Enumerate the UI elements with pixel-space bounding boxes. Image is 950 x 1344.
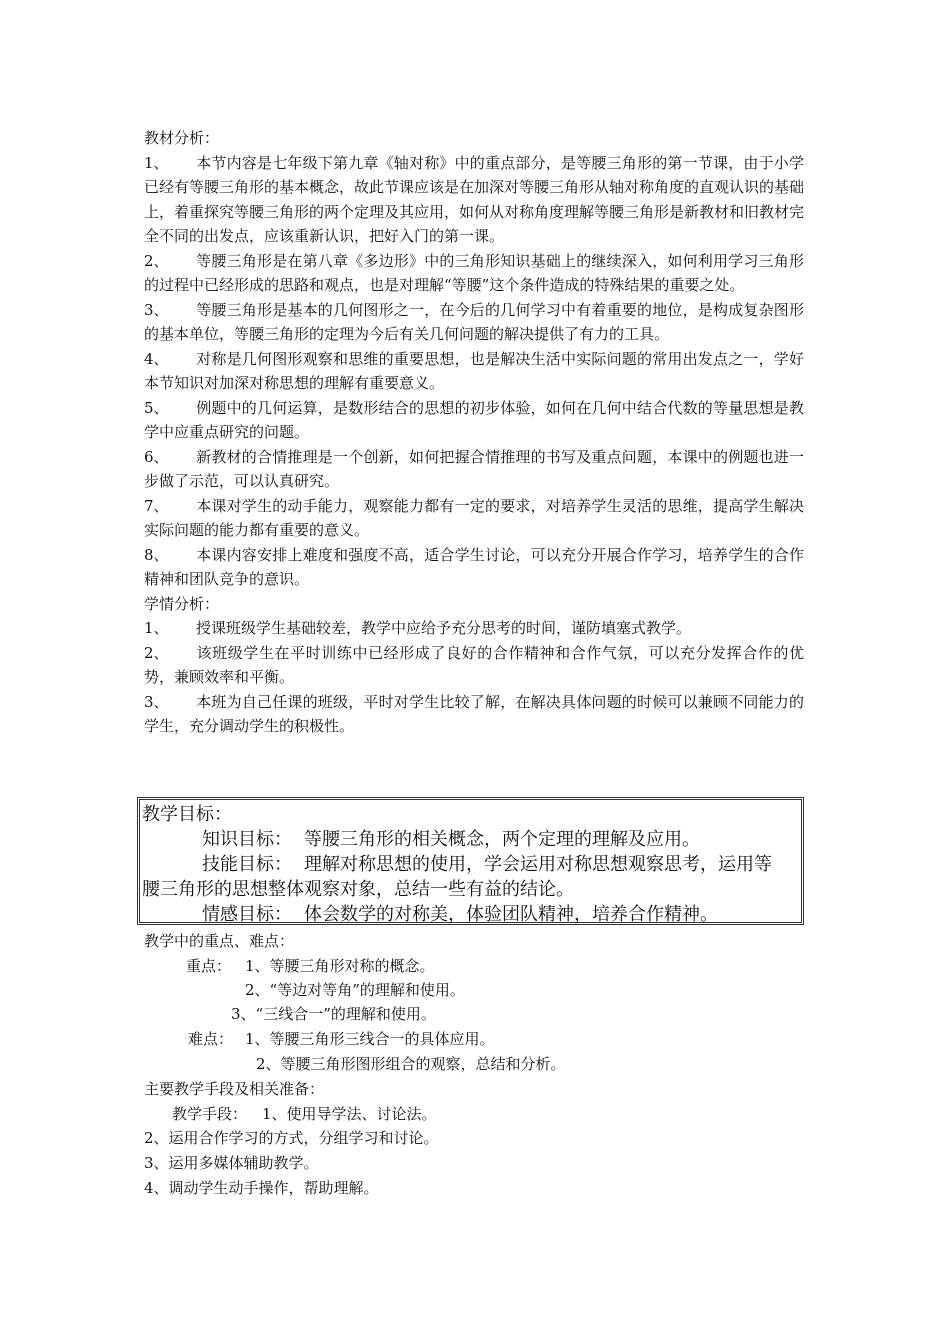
analysis-item-2: 2、 等腰三角形是在第八章《多边形》中的三角形知识基础上的继续深入，如何利用学习三角形的过程中已经形成的思路和观点，也是对理解“等腰”这个条件造成的特殊结果的重要之处。 [144,251,804,294]
student-analysis-heading: 学情分析： [144,594,220,613]
student-item-3: 3、 本班为自己任课的班级，平时对学生比较了解，在解决具体问题的时候可以兼顾不同能力的学生，充分调动学生的积极性。 [144,692,804,735]
skill-goal-continued: 腰三角形的思想整体观察对象，总结一些有益的结论。 [142,879,574,900]
key-label: 重点： [186,957,232,975]
key-point-3: 3、“三线合一”的理解和使用。 [231,1005,436,1023]
keypoints-heading: 教学中的重点、难点： [144,932,295,950]
difficulty-2: 2、等腰三角形图形组合的观察，总结和分析。 [256,1055,566,1073]
means-label: 教学手段： [172,1105,248,1123]
analysis-item-4: 4、 对称是几何图形观察和思维的重要思想，也是解决生活中实际问题的常用出发点之一，学好本节知识对加深对称思想的理解有重要意义。 [144,349,804,392]
means-item-2: 2、运用合作学习的方式，分组学习和讨论。 [144,1129,439,1147]
analysis-item-7: 7、 本课对学生的动手能力，观察能力都有一定的要求，对培养学生灵活的思维，提高学生解决实际问题的能力都有重要的意义。 [144,496,804,539]
emotion-goal: 情感目标： 体会数学的对称美，体验团队精神，培养合作精神。 [202,904,718,925]
key-point-2: 2、“等边对等角”的理解和使用。 [245,981,465,999]
teaching-goals-box [137,797,804,925]
textbook-analysis-heading: 教材分析： [144,129,220,147]
analysis-item-3: 3、 等腰三角形是基本的几何图形之一，在今后的几何学习中有着重要的地位，是构成复杂图形的基本单位，等腰三角形的定理为今后有关几何问题的解决提供了有力的工具。 [144,300,804,343]
analysis-item-5: 5、 例题中的几何运算，是数形结合的思想的初步体验，如何在几何中结合代数的等量思想是教学中应重点研究的问题。 [144,398,804,441]
means-item-3: 3、运用多媒体辅助教学。 [144,1154,319,1172]
means-item-1: 1、使用导学法、讨论法。 [262,1105,437,1123]
analysis-item-6: 6、 新教材的合情推理是一个创新，如何把握合情推理的书写及重点问题，本课中的例题也进一步做了示范，可以认真研究。 [144,447,804,490]
goals-heading: 教学目标： [142,804,232,825]
means-heading: 主要教学手段及相关准备： [144,1080,325,1098]
analysis-item-1: 1、 本节内容是七年级下第九章《轴对称》中的重点部分，是等腰三角形的第一节课，由于小学已经有等腰三角形的基本概念，故此节课应该是在加深对等腰三角形从轴对称角度的直观认识的基础上，着重探究等腰三角形的两个定理及其应用，如何从对称角度理解等腰三角形是新教材和旧教材完全不同的出发点，应该重新认识，把好入门的第一课。 [144,153,805,245]
key-point-1: 1、等腰三角形对称的概念。 [245,957,435,975]
skill-goal: 技能目标： 理解对称思想的使用，学会运用对称思想观察思考，运用等 [202,854,772,875]
knowledge-goal: 知识目标： 等腰三角形的相关概念，两个定理的理解及应用。 [202,829,700,850]
difficulty-1: 1、等腰三角形三线合一的具体应用。 [245,1030,495,1048]
means-item-4: 4、调动学生动手操作，帮助理解。 [144,1179,379,1197]
student-item-1: 1、 授课班级学生基础较差，教学中应给予充分思考的时间，谨防填塞式教学。 [144,619,692,637]
analysis-item-8: 8、 本课内容安排上难度和强度不高，适合学生讨论，可以充分开展合作学习，培养学生的合作精神和团队竞争的意识。 [144,545,804,588]
difficulty-label: 难点： [188,1030,234,1048]
student-item-2: 2、 该班级学生在平时训练中已经形成了良好的合作精神和合作气氛，可以充分发挥合作的优势，兼顾效率和平衡。 [144,643,804,686]
analysis-section [144,126,804,739]
